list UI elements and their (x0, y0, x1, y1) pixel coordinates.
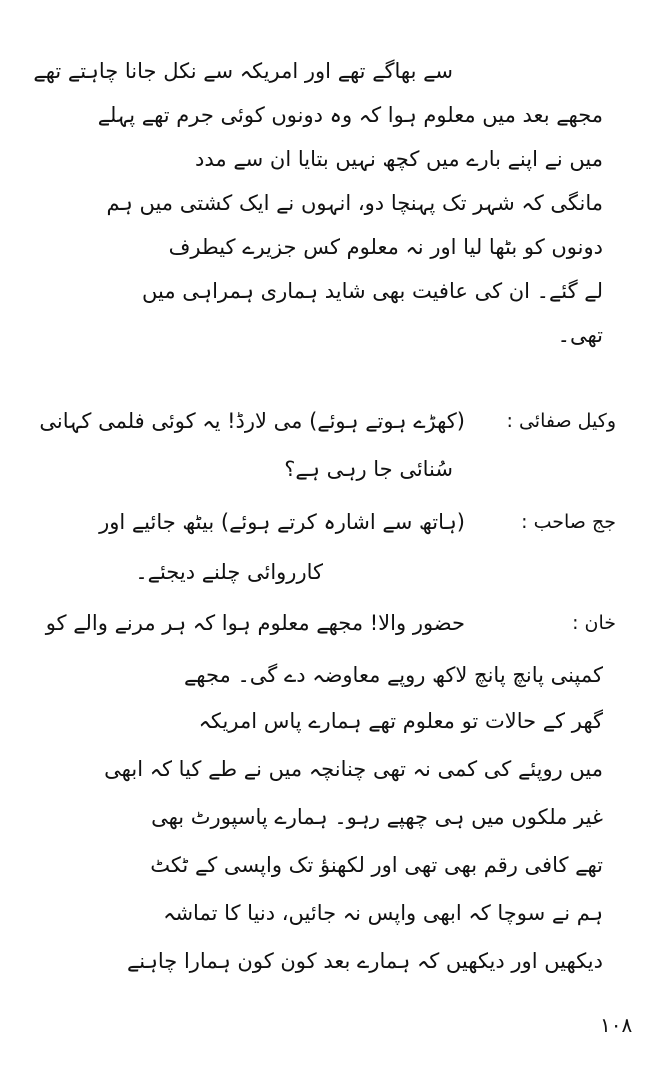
dialogue-line: حضور والا! مجھے معلوم ہوا کہ ہر مرنے والے کو (45, 611, 465, 635)
dialogue-line: غیر ملکوں میں ہی چھپے رہو۔ ہمارے پاسپورٹ بھی (151, 805, 603, 829)
dialogue-line: (کھڑے ہوتے ہوئے) می لارڈ! یہ کوئی فلمی کہانی (39, 409, 465, 433)
dialogue-line: میں روپئے کی کمی نہ تھی چنانچہ میں نے طے کیا کہ ابھی (104, 757, 603, 781)
narrative-line: تھی۔ (557, 323, 603, 347)
dialogue-line: (ہاتھ سے اشارہ کرتے ہوئے) بیٹھ جائیے اور (99, 510, 465, 534)
dialogue-line: کمپنی پانچ پانچ لاکھ روپے معاوضہ دے گی۔ مجھے (184, 663, 603, 687)
narrative-line: لے گئے۔ ان کی عافیت بھی شاید ہماری ہمراہی میں (142, 279, 603, 303)
dialogue-line: دیکھیں اور دیکھیں کہ ہمارے بعد کون کون ہمارا چاہنے (126, 949, 603, 973)
speaker-label-khan: خان : (572, 612, 616, 634)
dialogue-line: ہم نے سوچا کہ ابھی واپس نہ جائیں، دنیا کا تماشہ (163, 901, 603, 925)
dialogue-line: کارروائی چلنے دیجئے۔ (135, 560, 323, 584)
dialogue-line: سُنائی جا رہی ہے؟ (284, 457, 453, 481)
narrative-line: مجھے بعد میں معلوم ہوا کہ وہ دونوں کوئی جرم تھے پہلے (97, 103, 603, 127)
narrative-line: سے بھاگے تھے اور امریکہ سے نکل جانا چاہتے تھے (33, 59, 453, 83)
speaker-label-judge: جج صاحب : (521, 511, 616, 533)
dialogue-line: گھر کے حالات تو معلوم تھے ہمارے پاس امریکہ (198, 709, 603, 733)
dialogue-line: تھے کافی رقم بھی تھی اور لکھنؤ تک واپسی کے ٹکٹ (150, 853, 603, 877)
narrative-line: دونوں کو بٹھا لیا اور نہ معلوم کس جزیرے کیطرف (168, 235, 603, 259)
narrative-line: مانگی کہ شہر تک پہنچا دو، انہوں نے ایک کشتی میں ہم (106, 191, 603, 215)
speaker-label-defence-lawyer: وکیل صفائی : (506, 410, 616, 432)
narrative-line: میں نے اپنے بارے میں کچھ نہیں بتایا ان سے مدد (195, 147, 603, 171)
page-number: ۱۰۸ (600, 1013, 633, 1037)
